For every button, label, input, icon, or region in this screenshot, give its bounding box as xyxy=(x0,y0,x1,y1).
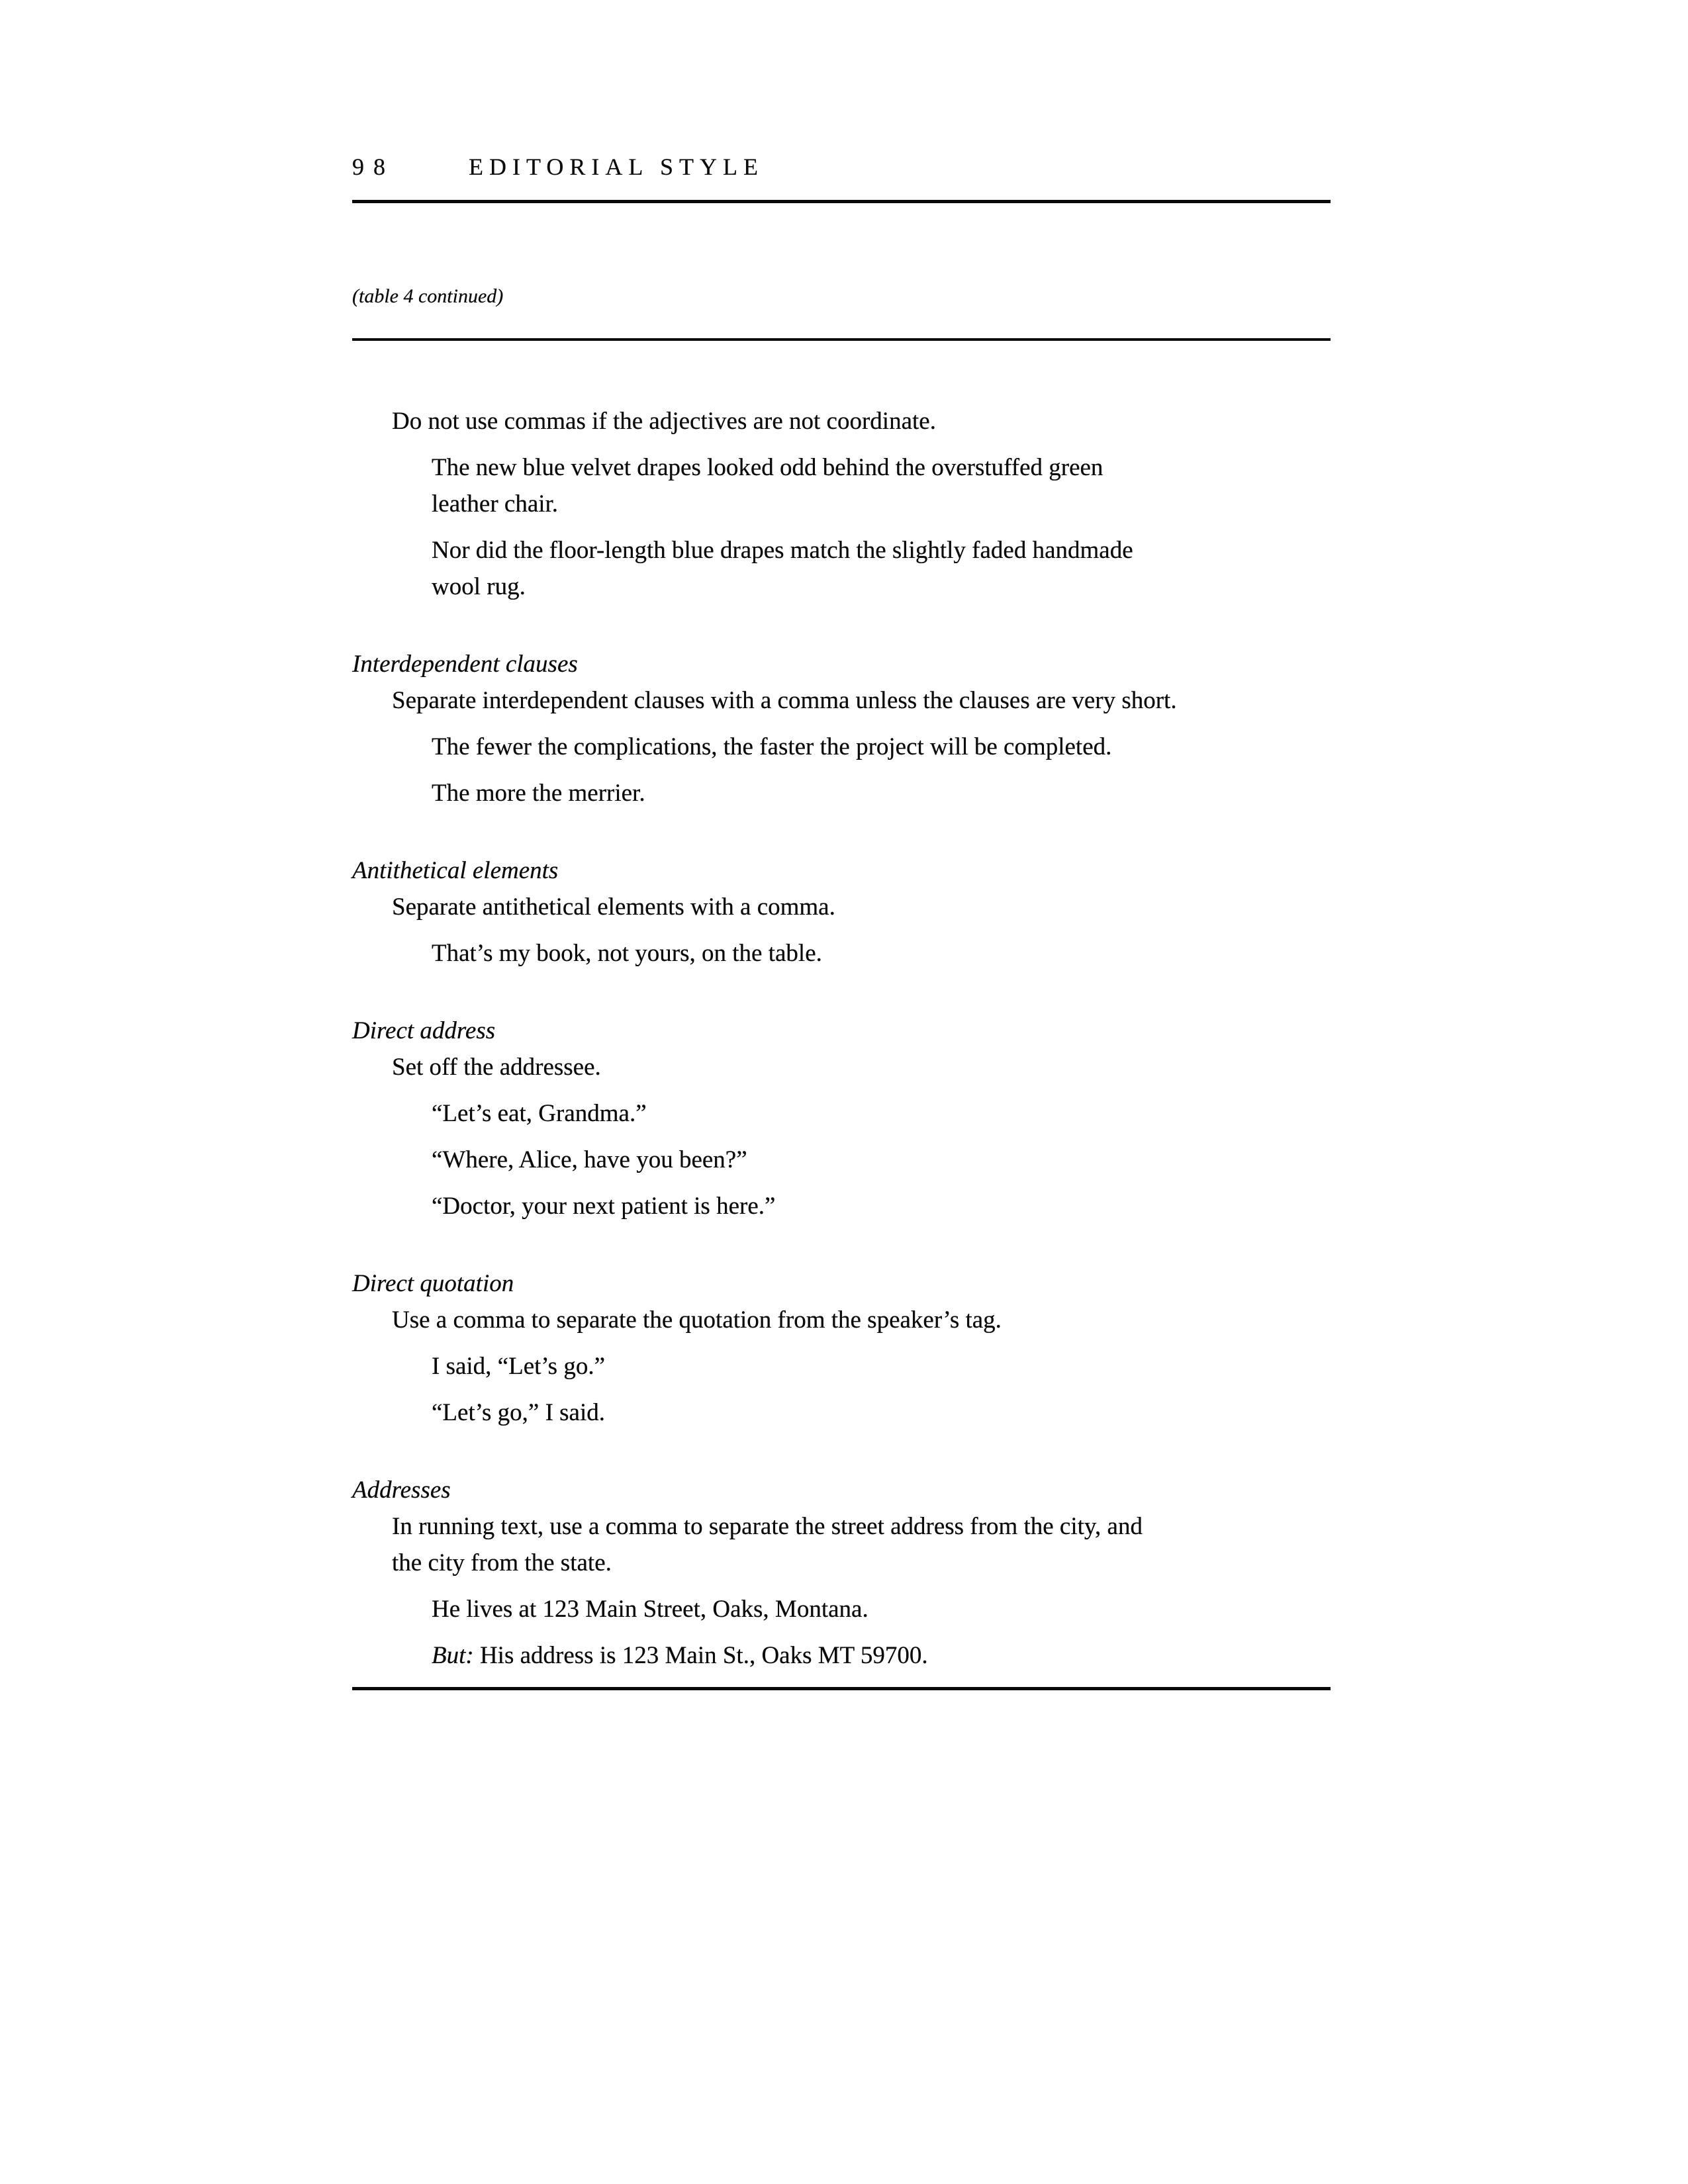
text-after-label: His address is 123 Main St., Oaks MT 59700. xyxy=(473,1642,928,1669)
example-sentence xyxy=(432,449,1331,522)
example-sentence xyxy=(432,935,1331,972)
text-line: wool rug. xyxy=(432,573,526,600)
rule-statement xyxy=(392,403,1331,439)
example-sentence xyxy=(432,532,1331,605)
document-section xyxy=(352,403,1331,605)
section-heading: Direct address xyxy=(352,1017,496,1044)
text-line: I said, “Let’s go.” xyxy=(432,1353,605,1380)
rule-statement xyxy=(392,1508,1331,1581)
section-heading: Interdependent clauses xyxy=(352,651,578,678)
text-line: The more the merrier. xyxy=(432,780,645,807)
italic-label: But: xyxy=(432,1642,474,1669)
text-line: Use a comma to separate the quotation from the speaker’s tag. xyxy=(392,1306,1002,1334)
page-number: 98 xyxy=(352,154,395,180)
text-line: That’s my book, not yours, on the table. xyxy=(432,940,822,967)
running-header xyxy=(352,152,1331,181)
text-line: “Where, Alice, have you been?” xyxy=(432,1146,747,1173)
example-sentence xyxy=(432,1637,1331,1674)
text-line: The new blue velvet drapes looked odd behind the overstuffed green xyxy=(432,454,1103,481)
text-line: Separate antithetical elements with a comma. xyxy=(392,893,835,921)
document-section xyxy=(352,852,1331,972)
rule-statement xyxy=(392,1049,1331,1085)
example-sentence xyxy=(432,729,1331,765)
text-line: Nor did the floor-length blue drapes match the slightly faded handmade xyxy=(432,537,1133,564)
text-line: Do not use commas if the adjectives are not coordinate. xyxy=(392,408,936,435)
table-continuation-note: (table 4 continued) xyxy=(352,285,504,307)
document-section xyxy=(352,1265,1331,1431)
section-heading: Antithetical elements xyxy=(352,857,559,884)
table-bottom-rule xyxy=(352,1687,1331,1690)
section-heading: Direct quotation xyxy=(352,1270,514,1297)
example-sentence xyxy=(432,1142,1331,1178)
text-line: The fewer the complications, the faster the project will be completed. xyxy=(432,733,1112,760)
text-line: the city from the state. xyxy=(392,1549,612,1576)
text-line: “Let’s go,” I said. xyxy=(432,1399,605,1426)
example-sentence xyxy=(432,1591,1331,1627)
rule-statement xyxy=(392,1302,1331,1338)
example-sentence xyxy=(432,1394,1331,1431)
text-line: He lives at 123 Main Street, Oaks, Montana. xyxy=(432,1596,868,1623)
text-line: “Doctor, your next patient is here.” xyxy=(432,1193,776,1220)
page-title: EDITORIAL STYLE xyxy=(469,154,764,180)
document-section xyxy=(352,646,1331,811)
sections xyxy=(352,403,1331,1674)
text-line: “Let’s eat, Grandma.” xyxy=(432,1100,647,1127)
text-line: leather chair. xyxy=(432,490,559,518)
text-line xyxy=(432,1637,1331,1674)
section-heading: Addresses xyxy=(352,1477,451,1504)
header-rule xyxy=(352,200,1331,203)
text-line: Set off the addressee. xyxy=(392,1054,601,1081)
rule-statement xyxy=(392,889,1331,925)
document-section xyxy=(352,1472,1331,1674)
example-sentence xyxy=(432,1095,1331,1132)
table-body xyxy=(352,341,1331,1690)
document-section xyxy=(352,1013,1331,1224)
example-sentence xyxy=(432,1348,1331,1385)
example-sentence xyxy=(432,1188,1331,1224)
text-line: Separate interdependent clauses with a comma unless the clauses are very short. xyxy=(392,687,1177,714)
rule-statement xyxy=(392,682,1331,719)
example-sentence xyxy=(432,775,1331,811)
text-line: In running text, use a comma to separate the street address from the city, and xyxy=(392,1513,1143,1540)
